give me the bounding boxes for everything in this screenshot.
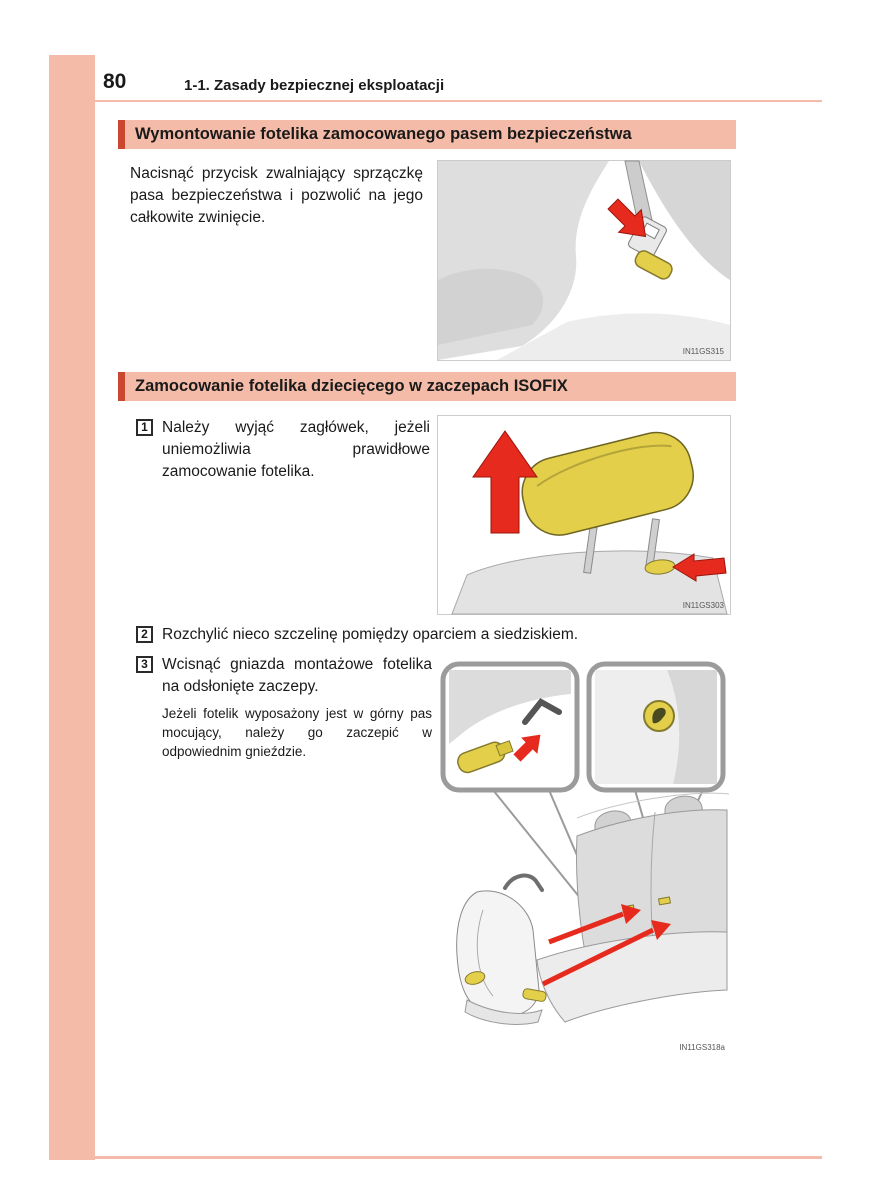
breadcrumb: 1-1. Zasady bezpiecznej eksploatacji — [184, 77, 445, 94]
anchor-point-right — [659, 897, 671, 905]
step-number-badge: 1 — [136, 419, 153, 436]
section-title-belt-removal: Wymontowanie fotelika zamocowanego pasem bezpieczeństwa — [118, 120, 736, 149]
figure-code: IN11GS315 — [682, 347, 724, 356]
inset-connector-detail — [443, 664, 577, 790]
margin-accent-bar — [49, 55, 95, 1160]
figure-code: IN11GS303 — [682, 601, 724, 610]
section-title-isofix-install: Zamocowanie fotelika dziecięcego w zaczepach ISOFIX — [118, 372, 736, 401]
figure-headrest-removal — [437, 415, 731, 615]
step-number-badge: 2 — [136, 626, 153, 643]
step-number-badge: 3 — [136, 656, 153, 673]
section1-body-text: Nacisnąć przycisk zwalniający sprzączkę pasa bezpieczeństwa i pozwolić na jego całkowite zwinięcie. — [130, 165, 423, 226]
header-rule — [49, 100, 822, 102]
inset-isofix-label-detail — [589, 664, 723, 790]
step-note: Jeżeli fotelik wyposażony jest w górny pas mocujący, należy go zaczepić w odpowiednim gnieździe. — [162, 706, 432, 759]
figure-isofix-installation — [437, 660, 731, 1056]
footer-rule — [49, 1156, 822, 1159]
step-text: Rozchylić nieco szczelinę pomiędzy oparciem a siedziskiem. — [162, 626, 579, 643]
step-text: Wcisnąć gniazda montażowe fotelika na odsłonięte zaczepy. — [162, 656, 432, 695]
step-text: Należy wyjąć zagłówek, jeżeli uniemożliwia prawidłowe zamocowanie fotelika. — [162, 419, 430, 480]
step-text-block — [162, 654, 432, 762]
page-number: 80 — [103, 70, 127, 93]
step-remove-headrest — [136, 417, 430, 483]
step-open-gap — [136, 624, 756, 646]
step-press-connectors — [136, 654, 432, 762]
figure-code: IN11GS318a — [679, 1043, 725, 1052]
figure-belt-buckle-release — [437, 160, 731, 361]
